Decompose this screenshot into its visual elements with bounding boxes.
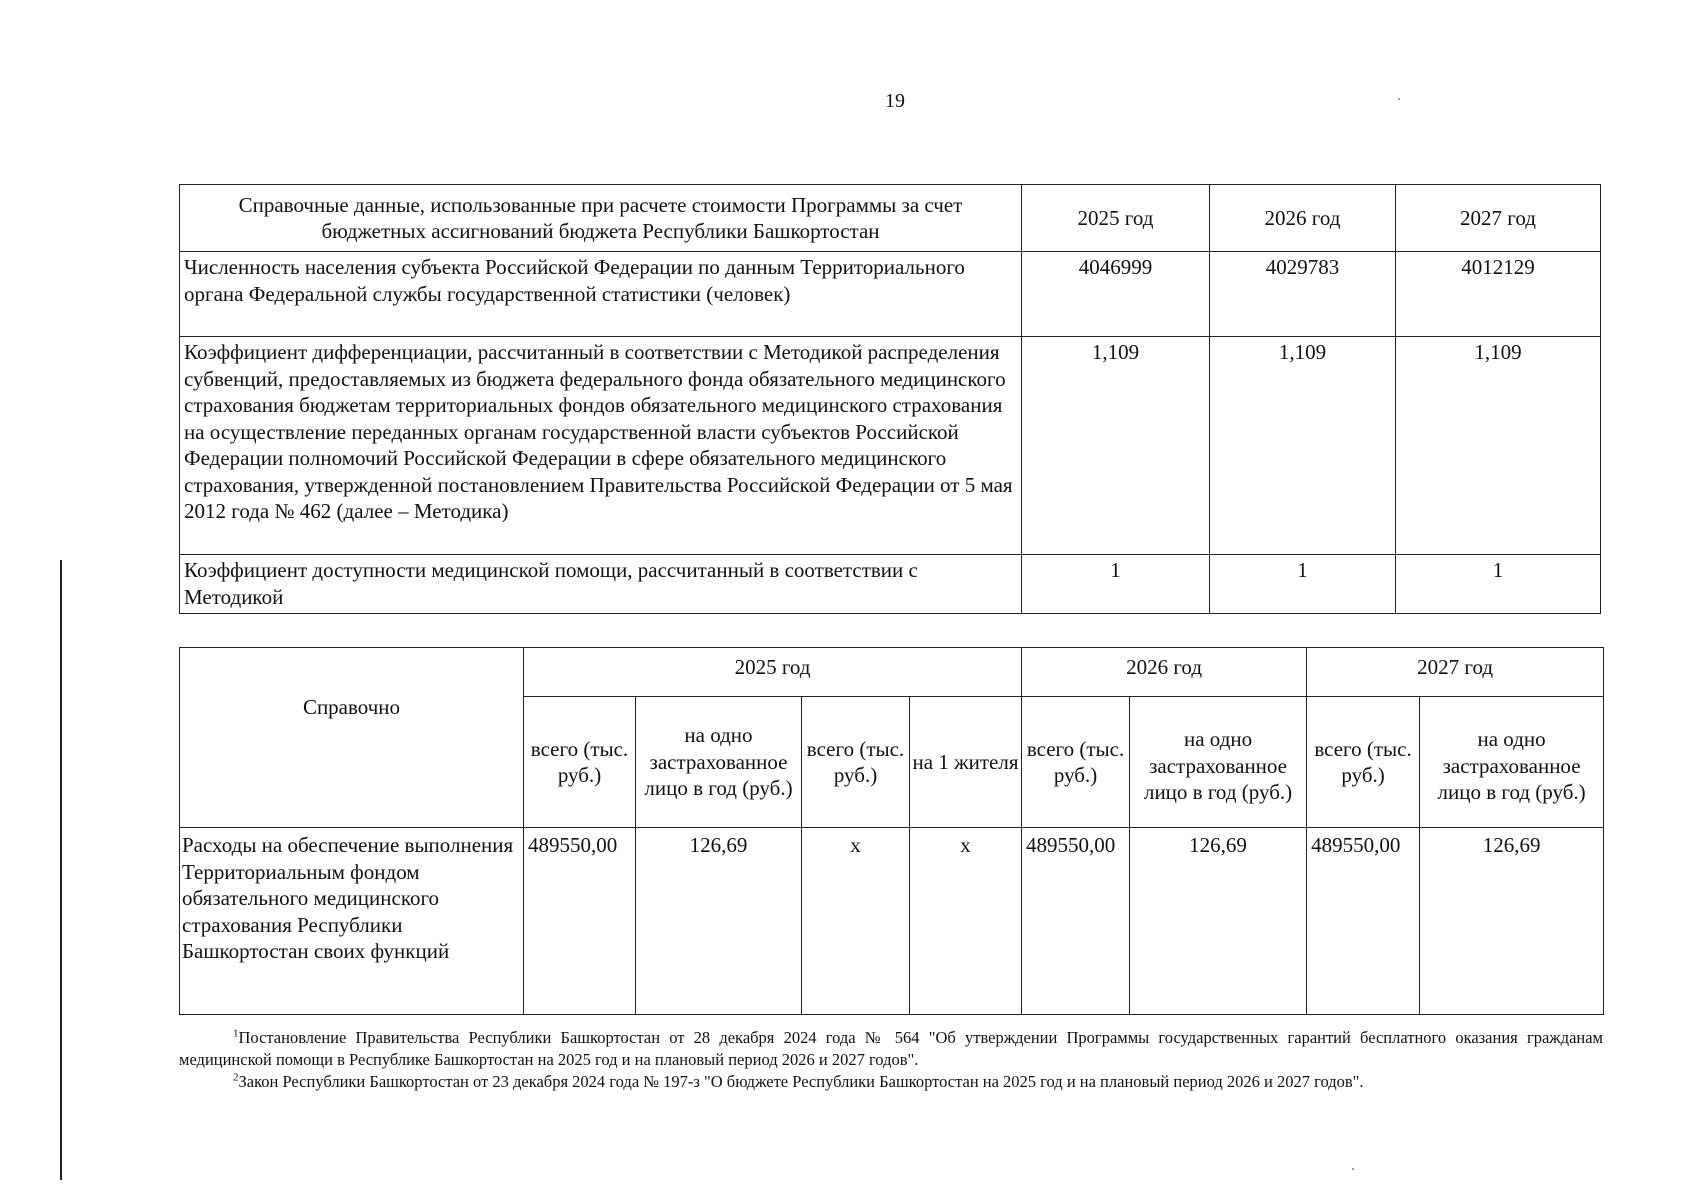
table-header-year: 2025 год — [1022, 185, 1210, 252]
footnote-text: Закон Республики Башкортостан от 23 декабря 2024 года № 197-з "О бюджете Республики Башкортостан на 2025 год и на плановый период 2026 и 2027 годов". — [238, 1072, 1364, 1091]
table-subheader: всего (тыс. руб.) — [524, 697, 636, 828]
row-label: Коэффициент дифференциации, рассчитанный в соответствии с Методикой распределения субвенций, предоставляемых из бюджета федерального фонда обязательного медицинского страхования бюджетам территориальных фондов обязательного медицинского страхования на осуществление переданных органам государственной власти субъектов Российской Федерации полномочий Российской Федерации в сфере обязательного медицинского страхования, утвержденной постановлением Правительства Российской Федерации от 5 мая 2012 года № 462 (далее – Методика) — [180, 337, 1022, 555]
cell-value: x — [802, 828, 910, 1015]
scan-speck — [1352, 1168, 1354, 1170]
cell-value: 1,109 — [1022, 337, 1210, 555]
row-label: Численность населения субъекта Российской Федерации по данным Территориального органа Федеральной службы государственной статистики (человек) — [180, 252, 1022, 337]
reference-data-table — [179, 184, 1601, 614]
cell-value: 1 — [1396, 555, 1601, 614]
footnote-marker: 2 — [233, 1071, 239, 1084]
table-subheader: на одно застрахованное лицо в год (руб.) — [1420, 697, 1604, 828]
table-row — [180, 252, 1601, 337]
footnote-text: Постановление Правительства Республики Башкортостан от 28 декабря 2024 года № 564 "Об утверждении Программы государственных гарантий бесплатного оказания гражданам медицинской помощи в Республике Башкортостан на 2025 год и на плановый период 2026 и 2027 годов". — [179, 1028, 1603, 1069]
cell-value: 489550,00 — [524, 828, 636, 1015]
cell-value: x — [910, 828, 1022, 1015]
row-label: Расходы на обеспечение выполнения Территориальным фондом обязательного медицинского страхования Республики Башкортостан своих функций — [180, 828, 524, 1015]
expenses-table — [179, 647, 1604, 1015]
cell-value: 1,109 — [1396, 337, 1601, 555]
table-row — [180, 555, 1601, 614]
scan-speck — [1398, 98, 1400, 100]
cell-value: 4046999 — [1022, 252, 1210, 337]
table-header-title: Справочные данные, использованные при расчете стоимости Программы за счет бюджетных ассигнований бюджета Республики Башкортостан — [180, 185, 1022, 252]
table-subheader: всего (тыс. руб.) — [1022, 697, 1130, 828]
table-subheader: на одно застрахованное лицо в год (руб.) — [1130, 697, 1307, 828]
cell-value: 4029783 — [1210, 252, 1396, 337]
page-number: 19 — [885, 90, 905, 112]
cell-value: 489550,00 — [1307, 828, 1420, 1015]
cell-value: 1 — [1210, 555, 1396, 614]
table-subheader: всего (тыс. руб.) — [1307, 697, 1420, 828]
row-label: Коэффициент доступности медицинской помощи, рассчитанный в соответствии с Методикой — [180, 555, 1022, 614]
cell-value: 126,69 — [1130, 828, 1307, 1015]
cell-value: 1 — [1022, 555, 1210, 614]
table-header-year: 2027 год — [1396, 185, 1601, 252]
table-row — [180, 337, 1601, 555]
table-header-year: 2025 год — [524, 648, 1022, 697]
table-header-year: 2026 год — [1210, 185, 1396, 252]
cell-value: 4012129 — [1396, 252, 1601, 337]
table-header-row — [180, 648, 1604, 697]
table-header-year: 2027 год — [1307, 648, 1604, 697]
cell-value: 126,69 — [636, 828, 802, 1015]
footnote — [179, 1071, 1603, 1093]
table-subheader: всего (тыс. руб.) — [802, 697, 910, 828]
table-subheader: на 1 жителя — [910, 697, 1022, 828]
cell-value: 1,109 — [1210, 337, 1396, 555]
table-header-row — [180, 185, 1601, 252]
footnote-marker: 1 — [233, 1027, 239, 1040]
table-subheader: на одно застрахованное лицо в год (руб.) — [636, 697, 802, 828]
scan-margin-line — [60, 560, 62, 1180]
table-corner-label: Справочно — [180, 648, 524, 828]
cell-value: 489550,00 — [1022, 828, 1130, 1015]
footnote — [179, 1027, 1603, 1071]
table-header-year: 2026 год — [1022, 648, 1307, 697]
table-row — [180, 828, 1604, 1015]
cell-value: 126,69 — [1420, 828, 1604, 1015]
footnotes — [179, 1027, 1603, 1093]
